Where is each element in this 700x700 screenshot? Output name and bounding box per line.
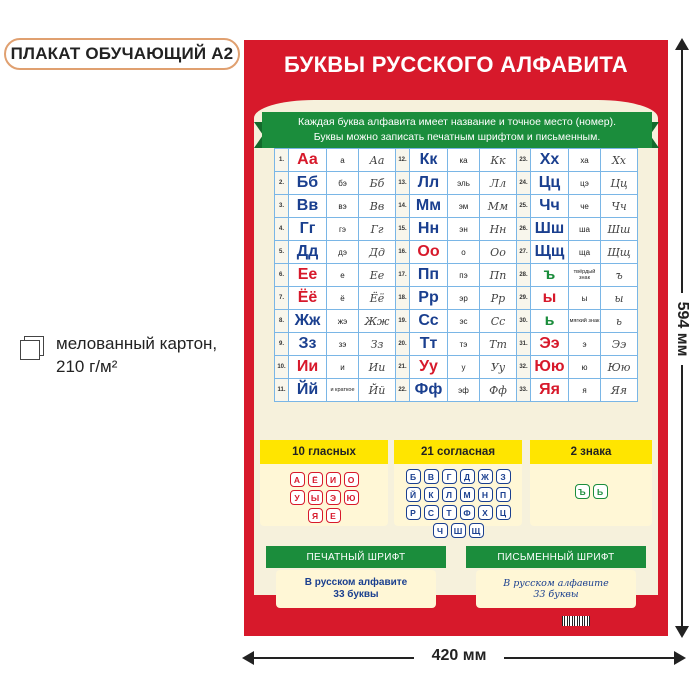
cursive-letter: Цц [601,172,638,195]
consonants-title: 21 согласная [394,440,522,464]
cursive-letter: Хх [601,149,638,172]
letter-chip: Л [442,487,457,502]
material-line-1: мелованный картон, [56,334,218,353]
cursive-letter: Ии [359,356,396,379]
letter-chip: Е [326,508,341,523]
letter-name: эс [448,310,480,333]
cursive-letter: Лл [480,172,517,195]
cursive-letter: Сс [480,310,517,333]
letter-name: эр [448,287,480,310]
letter-name: ша [569,218,601,241]
letter-number: 6. [275,264,289,287]
printed-letter: Оо [410,241,448,264]
letter-number: 18. [396,287,410,310]
cursive-letter: Яя [601,379,638,402]
letter-chip: У [290,490,305,505]
printed-letter: Ёё [289,287,327,310]
letter-number: 13. [396,172,410,195]
printed-letter: Пп [410,264,448,287]
letter-name: дэ [327,241,359,264]
letter-name: а [327,149,359,172]
cursive-letter: Ээ [601,333,638,356]
print-font-note [276,570,436,608]
letter-name: ща [569,241,601,264]
paper-stack-icon [20,336,44,360]
printed-letter: Ее [289,264,327,287]
letter-name: эль [448,172,480,195]
cursive-letter: Пп [480,264,517,287]
print-note-line-1: В русском алфавите [304,577,408,588]
letter-chip: А [290,472,305,487]
printed-letter: Дд [289,241,327,264]
letter-chip: Б [406,469,421,484]
letter-chip: М [460,487,475,502]
letter-name: бэ [327,172,359,195]
printed-letter: ъ [531,264,569,287]
barcode [562,616,590,626]
printed-letter: Сс [410,310,448,333]
letter-chip: Х [478,505,493,520]
letter-number: 30. [517,310,531,333]
letter-number: 20. [396,333,410,356]
cursive-letter: Оо [480,241,517,264]
printed-letter: Цц [531,172,569,195]
letter-name: эн [448,218,480,241]
vowels-box [260,440,388,526]
cursive-letter: Гг [359,218,396,241]
poster [244,40,668,636]
letter-name: ха [569,149,601,172]
letter-number: 17. [396,264,410,287]
letter-chip: Ъ [575,484,590,499]
letter-name: ю [569,356,601,379]
alphabet-row [275,195,638,218]
letter-number: 7. [275,287,289,310]
letter-name: э [569,333,601,356]
printed-letter: Аа [289,149,327,172]
letter-name: цэ [569,172,601,195]
alphabet-row [275,356,638,379]
letter-number: 10. [275,356,289,379]
script-font-note [476,570,636,608]
printed-letter: Йй [289,379,327,402]
letter-name: о [448,241,480,264]
cursive-letter: Тт [480,333,517,356]
cursive-letter: Щщ [601,241,638,264]
letter-chip: Ю [344,490,359,505]
printed-letter: Рр [410,287,448,310]
cursive-letter: Чч [601,195,638,218]
letter-number: 33. [517,379,531,402]
letter-number: 26. [517,218,531,241]
letter-chip: К [424,487,439,502]
letter-chip: Я [308,508,323,523]
letter-chip: Ф [460,505,475,520]
sign-chips [530,464,652,499]
alphabet-row [275,172,638,195]
letter-number: 4. [275,218,289,241]
letter-chip: И [326,472,341,487]
letter-chip: Й [406,487,421,502]
cursive-letter: Ёё [359,287,396,310]
printed-letter: Фф [410,379,448,402]
alphabet-row [275,333,638,356]
alphabet-row [275,241,638,264]
letter-number: 27. [517,241,531,264]
material-text [56,332,217,378]
letter-number: 24. [517,172,531,195]
printed-letter: Кк [410,149,448,172]
letter-chip: О [344,472,359,487]
cursive-letter: Уу [480,356,517,379]
height-label: 594 мм [673,293,691,365]
printed-letter: Гг [289,218,327,241]
printed-letter: Тт [410,333,448,356]
script-font-ribbon: ПИСЬМЕННЫЙ ШРИФТ [466,546,646,568]
letter-number: 1. [275,149,289,172]
material-line-2: 210 г/м² [56,357,118,376]
letter-name: твёрдый знак [569,264,601,287]
intro-line-2: Буквы можно записать печатным шрифтом и письменным. [313,131,601,143]
cursive-letter: Аа [359,149,396,172]
letter-name: эф [448,379,480,402]
cursive-letter: Дд [359,241,396,264]
vowels-title: 10 гласных [260,440,388,464]
letter-name: тэ [448,333,480,356]
material-info [20,332,217,378]
cursive-letter: ы [601,287,638,310]
arrow-left-icon [242,651,254,665]
letter-chip: С [424,505,439,520]
width-dimension [244,647,684,666]
printed-letter: Яя [531,379,569,402]
printed-letter: ы [531,287,569,310]
letter-name: вэ [327,195,359,218]
printed-letter: Мм [410,195,448,218]
letter-number: 15. [396,218,410,241]
print-font-ribbon: ПЕЧАТНЫЙ ШРИФТ [266,546,446,568]
letter-chip: Ц [496,505,511,520]
letter-number: 22. [396,379,410,402]
arrow-down-icon [675,626,689,638]
script-note-line-1: В русском алфавите [503,578,609,589]
letter-chip: З [496,469,511,484]
letter-name: ы [569,287,601,310]
printed-letter: Нн [410,218,448,241]
letter-chip: В [424,469,439,484]
letter-number: 28. [517,264,531,287]
letter-name: и краткое [327,379,359,402]
printed-letter: Ээ [531,333,569,356]
alphabet-row [275,149,638,172]
letter-number: 29. [517,287,531,310]
letter-number: 3. [275,195,289,218]
printed-letter: ь [531,310,569,333]
letter-name: жэ [327,310,359,333]
letter-chip: П [496,487,511,502]
intro-banner [262,112,652,148]
intro-line-1: Каждая буква алфавита имеет название и точное место (номер). [297,116,617,128]
cursive-letter: Шш [601,218,638,241]
cursive-letter: Зз [359,333,396,356]
letter-number: 21. [396,356,410,379]
cursive-letter: Фф [480,379,517,402]
product-type-badge: ПЛАКАТ ОБУЧАЮЩИЙ А2 [4,38,240,70]
printed-letter: Зз [289,333,327,356]
cursive-letter: ъ [601,264,638,287]
printed-letter: Щщ [531,241,569,264]
cursive-letter: Нн [480,218,517,241]
letter-number: 23. [517,149,531,172]
letter-number: 12. [396,149,410,172]
cursive-letter: Жж [359,310,396,333]
alphabet-row [275,379,638,402]
poster-title: БУКВЫ РУССКОГО АЛФАВИТА [284,52,628,77]
printed-letter: Чч [531,195,569,218]
alphabet-table [274,148,638,402]
script-note-line-2: 33 буквы [533,589,579,600]
printed-letter: Бб [289,172,327,195]
letter-number: 2. [275,172,289,195]
letter-number: 8. [275,310,289,333]
signs-title: 2 знака [530,440,652,464]
consonants-box [394,440,522,536]
arrow-right-icon [674,651,686,665]
cursive-letter: Вв [359,195,396,218]
letter-number: 5. [275,241,289,264]
letter-name: мягкий знак [569,310,601,333]
letter-name: пэ [448,264,480,287]
printed-letter: Юю [531,356,569,379]
cursive-letter: Бб [359,172,396,195]
letter-number: 32. [517,356,531,379]
letter-chip: Ь [593,484,608,499]
letter-name: че [569,195,601,218]
printed-letter: Ии [289,356,327,379]
letter-chip: Н [478,487,493,502]
printed-letter: Лл [410,172,448,195]
cursive-letter: Юю [601,356,638,379]
alphabet-row [275,310,638,333]
height-dimension [672,40,692,636]
cursive-letter: ь [601,310,638,333]
letter-number: 31. [517,333,531,356]
letter-chip: Э [326,490,341,505]
letter-name: е [327,264,359,287]
vowel-chips [275,464,373,523]
cursive-letter: Кк [480,149,517,172]
letter-name: у [448,356,480,379]
letter-name: ка [448,149,480,172]
signs-box [530,440,652,526]
letter-number: 14. [396,195,410,218]
cursive-letter: Ее [359,264,396,287]
printed-letter: Шш [531,218,569,241]
letter-name: зэ [327,333,359,356]
letter-chip: Ё [308,472,323,487]
letter-chip: Г [442,469,457,484]
printed-letter: Жж [289,310,327,333]
letter-chip: Щ [469,523,484,538]
letter-number: 19. [396,310,410,333]
letter-name: ё [327,287,359,310]
letter-number: 25. [517,195,531,218]
letter-number: 11. [275,379,289,402]
letter-number: 16. [396,241,410,264]
letter-name: гэ [327,218,359,241]
letter-chip: Ж [478,469,493,484]
consonant-chips [398,464,518,538]
cursive-letter: Йй [359,379,396,402]
printed-letter: Вв [289,195,327,218]
printed-letter: Уу [410,356,448,379]
cursive-letter: Мм [480,195,517,218]
letter-name: эм [448,195,480,218]
letter-chip: Ч [433,523,448,538]
print-note-line-2: 33 буквы [333,589,379,600]
letter-chip: Ы [308,490,323,505]
alphabet-row [275,218,638,241]
letter-chip: Т [442,505,457,520]
letter-chip: Р [406,505,421,520]
arrow-up-icon [675,38,689,50]
alphabet-row [275,264,638,287]
letter-chip: Д [460,469,475,484]
letter-chip: Ш [451,523,466,538]
letter-name: я [569,379,601,402]
printed-letter: Хх [531,149,569,172]
alphabet-row [275,287,638,310]
width-label: 420 мм [414,647,504,665]
cursive-letter: Рр [480,287,517,310]
letter-name: и [327,356,359,379]
letter-number: 9. [275,333,289,356]
